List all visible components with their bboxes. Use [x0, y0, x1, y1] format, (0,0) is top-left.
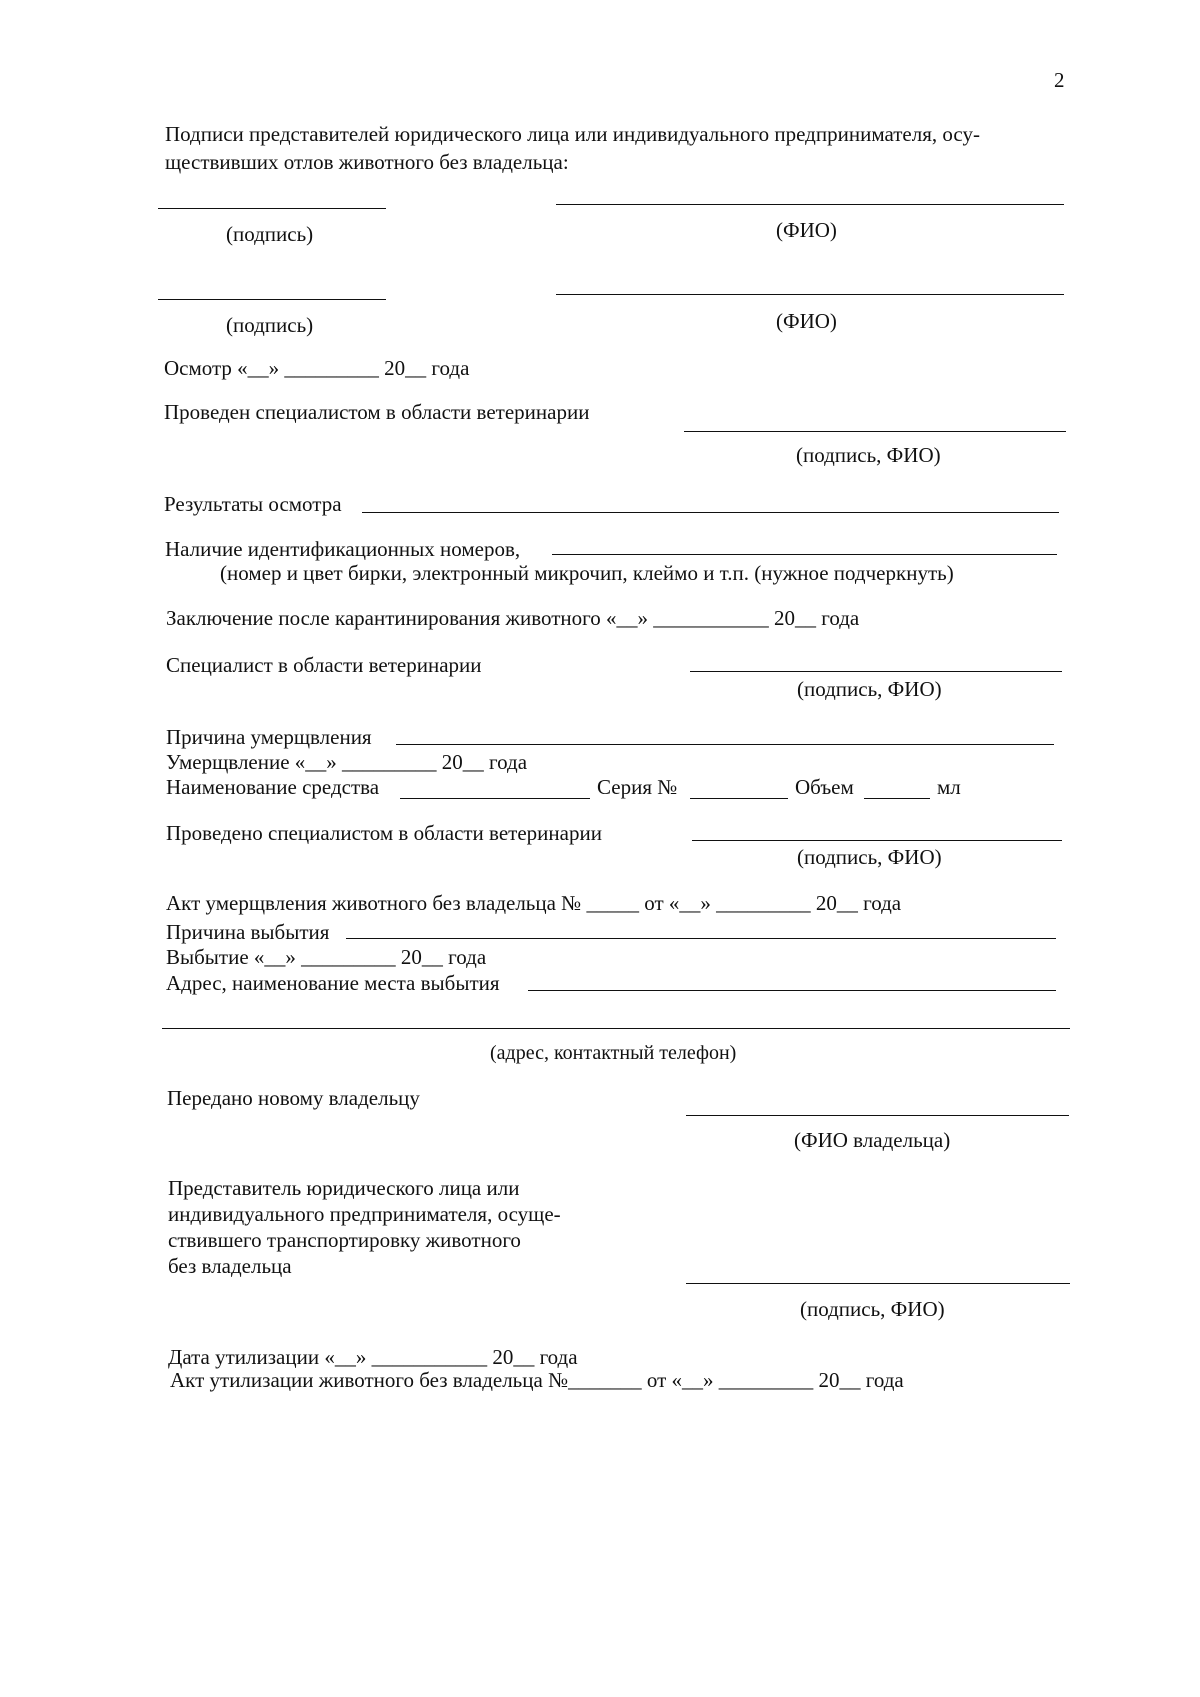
name-caption: (ФИО) — [776, 218, 837, 242]
disposal-reason-line — [346, 938, 1056, 939]
utilization-date: Дата утилизации «__» ___________ 20__ года — [168, 1345, 578, 1369]
results-label: Результаты осмотра — [164, 492, 342, 516]
drug-name-label: Наименование средства — [166, 775, 380, 799]
transport-label-line-4: без владельца — [168, 1254, 292, 1278]
volume-label: Объем — [795, 775, 854, 799]
euthanasia-date: Умерщвление «__» _________ 20__ года — [166, 750, 528, 774]
euthanasia-act: Акт умерщвления животного без владельца № _____ от «__» _________ 20__ года — [166, 891, 902, 915]
quarantine-specialist-label: Специалист в области ветеринарии — [166, 653, 482, 677]
signature-caption: (подпись) — [226, 313, 314, 337]
identification-line — [552, 554, 1057, 555]
euthanasia-signature-line — [692, 840, 1062, 841]
volume-line — [864, 798, 930, 799]
disposal-reason-label: Причина выбытия — [166, 920, 330, 944]
new-owner-caption: (ФИО владельца) — [794, 1128, 951, 1152]
disposal-date: Выбытие «__» _________ 20__ года — [166, 945, 487, 969]
transport-label-line-3: ствившего транспортировку животного — [168, 1228, 521, 1252]
disposal-address-caption: (адрес, контактный телефон) — [490, 1042, 737, 1064]
series-line — [690, 798, 788, 799]
signature-line — [158, 299, 386, 300]
page-number: 2 — [1054, 68, 1065, 92]
euthanasia-reason-label: Причина умерщвления — [166, 725, 372, 749]
name-line — [556, 204, 1064, 205]
quarantine-signature-caption: (подпись, ФИО) — [797, 677, 942, 701]
volume-unit: мл — [937, 775, 961, 799]
signature-caption: (подпись) — [226, 222, 314, 246]
identification-label: Наличие идентификационных номеров, — [165, 537, 521, 561]
name-caption: (ФИО) — [776, 309, 837, 333]
transport-signature-caption: (подпись, ФИО) — [800, 1297, 945, 1321]
euthanasia-reason-line — [396, 744, 1054, 745]
name-line — [556, 294, 1064, 295]
results-line — [362, 512, 1059, 513]
inspection-date: Осмотр «__» _________ 20__ года — [164, 356, 470, 380]
transport-label-line-1: Представитель юридического лица или — [168, 1176, 520, 1200]
utilization-act: Акт утилизации животного без владельца №_______ от «__» _________ 20__ года — [170, 1368, 904, 1392]
euthanasia-signature-caption: (подпись, ФИО) — [797, 845, 942, 869]
inspection-signature-line — [684, 431, 1066, 432]
inspection-signature-caption: (подпись, ФИО) — [796, 443, 941, 467]
identification-hint: (номер и цвет бирки, электронный микрочип, клеймо и т.п. (нужное подчеркнуть) — [220, 561, 954, 585]
new-owner-label: Передано новому владельцу — [167, 1086, 420, 1110]
signature-line — [158, 208, 386, 209]
drug-name-line — [400, 798, 590, 799]
quarantine-conclusion: Заключение после карантинирования животного «__» ___________ 20__ года — [166, 606, 860, 630]
inspection-performer-label: Проведен специалистом в области ветеринарии — [164, 400, 590, 424]
series-label: Серия № — [597, 775, 678, 799]
transport-signature-line — [686, 1283, 1070, 1284]
quarantine-signature-line — [690, 671, 1062, 672]
transport-label-line-2: индивидуального предпринимателя, осуще- — [168, 1202, 561, 1226]
intro-line-2: ществивших отлов животного без владельца: — [165, 150, 569, 174]
disposal-address-line — [528, 990, 1056, 991]
intro-line-1: Подписи представителей юридического лица или индивидуального предпринимателя, осу- — [165, 122, 980, 146]
new-owner-line — [686, 1115, 1069, 1116]
euthanasia-performer-label: Проведено специалистом в области ветеринарии — [166, 821, 602, 845]
disposal-address-label: Адрес, наименование места выбытия — [166, 971, 500, 995]
disposal-address-line-2 — [162, 1028, 1070, 1029]
